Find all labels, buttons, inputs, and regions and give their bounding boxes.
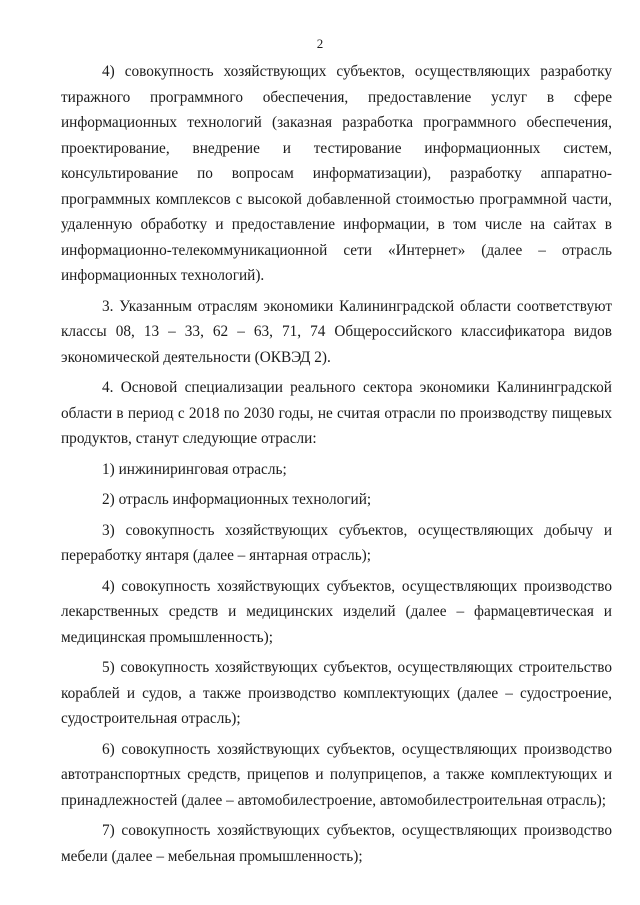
- paragraph-item-4-it-industry: 4) совокупность хозяйствующих субъектов, осуществляющих разработку тиражного программного обеспечения, предоставление услуг в сфере информационных технологий (заказная разработка программного обеспечения, проектирование, внедрение и тестирование информационных систем, консультирование по вопросам информатизации), разработку аппаратно-программных комплексов с высокой добавленной стоимостью программной части, удаленную обработку и предоставление информации, в том числе на сайтах в информационно-телекоммуникационной сети «Интернет» (далее – отрасль информационных технологий).: [61, 63, 612, 284]
- list-item-automotive: 6) совокупность хозяйствующих субъектов, осуществляющих производство автотранспортных средств, прицепов и полуприцепов, а также комплектующих и принадлежностей (далее – автомобилестроение, автомобилестроительная отрасль);: [61, 740, 612, 809]
- document-body: [61, 59, 612, 874]
- list-item-pharma: 4) совокупность хозяйствующих субъектов, осуществляющих производство лекарственных средств и медицинских изделий (далее – фармацевтическая и медицинская промышленность);: [61, 577, 612, 646]
- list-item-furniture: 7) совокупность хозяйствующих субъектов, осуществляющих производство мебели (далее – мебельная промышленность);: [61, 822, 612, 865]
- list-item-engineering: 1) инжиниринговая отрасль;: [102, 460, 287, 478]
- page-number: 2: [316, 36, 324, 51]
- list-item-amber: 3) совокупность хозяйствующих субъектов, осуществляющих добычу и переработку янтаря (далее – янтарная отрасль);: [61, 521, 612, 564]
- paragraph-4-specialization: 4. Основой специализации реального сектора экономики Калининградской области в период с 2018 по 2030 годы, не считая отрасли по производству пищевых продуктов, станут следующие отрасли:: [61, 379, 612, 447]
- list-item-it: 2) отрасль информационных технологий;: [102, 491, 372, 508]
- list-item-shipbuilding: 5) совокупность хозяйствующих субъектов, осуществляющих строительство кораблей и судов, а также производство комплектующих (далее – судостроение, судостроительная отрасль);: [61, 659, 612, 727]
- paragraph-3-okved-classes: 3. Указанным отраслям экономики Калининградской области соответствуют классы 08, 13 – 33, 62 – 63, 71, 74 Общероссийского классификатора видов экономической деятельности (ОКВЭД 2).: [61, 297, 612, 366]
